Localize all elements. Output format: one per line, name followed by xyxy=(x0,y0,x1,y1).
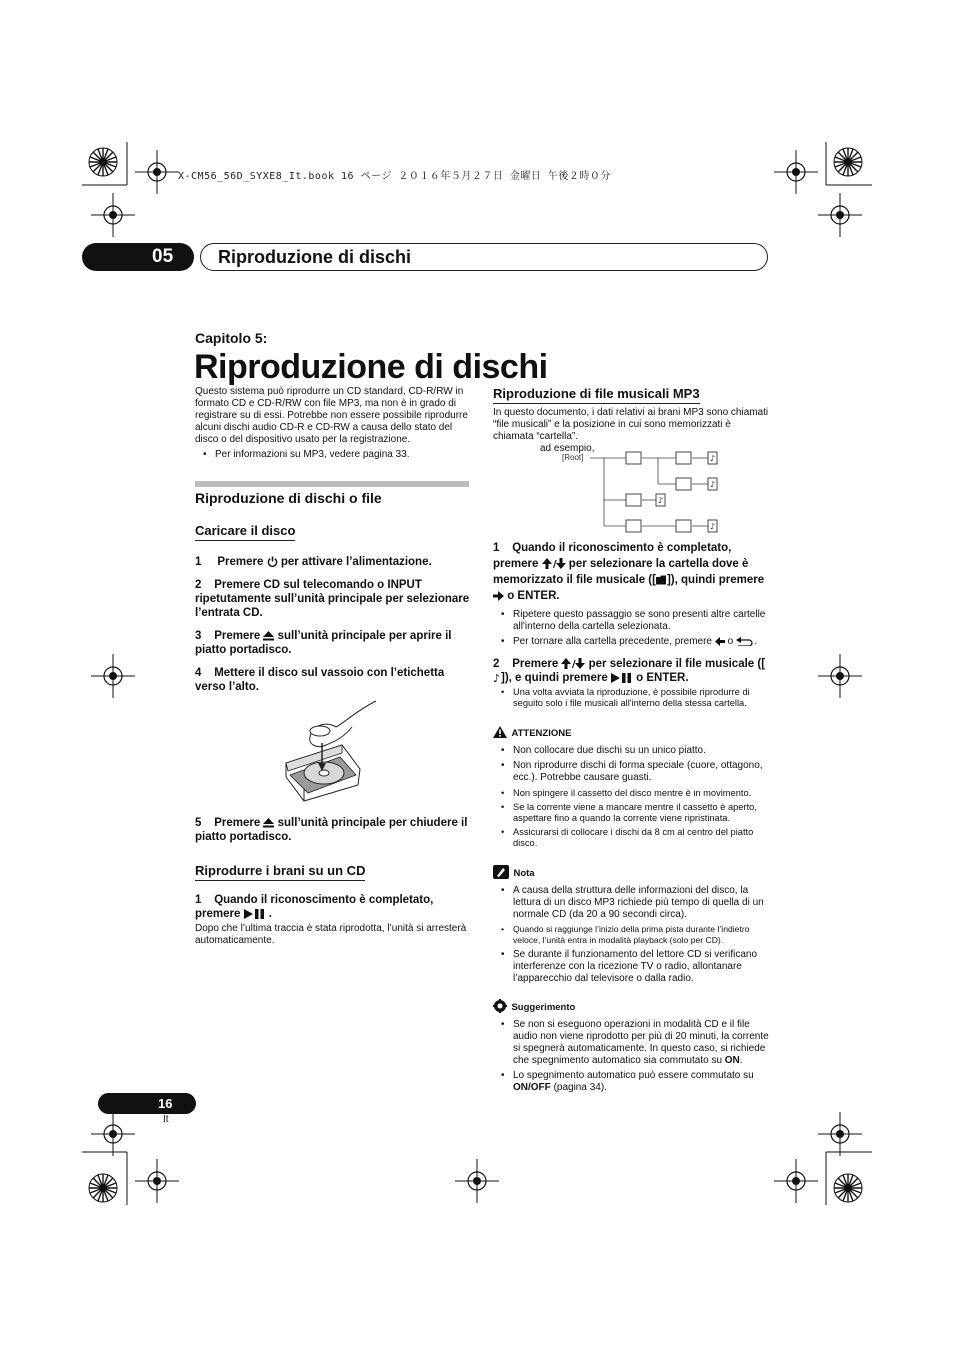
intro-text: Questo sistema può riprodurre un CD standard, CD-R/RW in formato CD e CD-R/RW con file MP3, ma non è in grado di registrare su di essi. Potrebbe non essere possibile riprodurre alcuni dischi audio CD-R e CD-RW a causa dello stato del disco o del dispositivo usato per la registrazione. xyxy=(195,386,468,445)
warning-icon xyxy=(493,726,507,738)
up-down-arrow-icon xyxy=(561,658,585,669)
page-number-tab xyxy=(98,1093,196,1114)
step-5 xyxy=(195,816,471,844)
mp3-steps xyxy=(493,540,769,1097)
nota-list xyxy=(493,885,769,985)
list-item xyxy=(493,1070,769,1094)
left-arrow-icon xyxy=(715,637,725,646)
step-text: sull’unità principale per chiudere il piatto portadisco. xyxy=(195,817,468,843)
right-arrow-icon xyxy=(493,591,504,601)
tip-list xyxy=(493,1019,769,1094)
step-number: 1 xyxy=(195,894,202,906)
list-item: • A causa della struttura delle informazioni del disco, la lettura di un disco MP3 richiede più tempo di quella di un normale CD (da 20 a 90 secondi circa). xyxy=(493,885,769,921)
step-text: per attivare l’alimentazione. xyxy=(280,556,432,568)
step-text: per selezionare la cartella dove è memorizzato il file musicale ([ xyxy=(493,558,749,586)
step-text: Premere xyxy=(214,630,261,642)
svg-text:♪: ♪ xyxy=(658,496,664,505)
list-item xyxy=(493,1019,769,1067)
header-title: Riproduzione di dischi xyxy=(218,247,411,267)
tip-gear-icon xyxy=(493,999,507,1013)
list-item: • Una volta avviata la riproduzione, è possibile riprodurre di seguito solo i file musicali all'interno della stessa cartella. xyxy=(493,687,769,709)
disc-loading-illustration xyxy=(282,697,382,803)
step-text: Premere CD sul telecomando o INPUT ripetutamente sull’unità principale per selezionare l’entrata CD. xyxy=(195,579,470,619)
step-number: 5 xyxy=(195,817,202,829)
eject-icon xyxy=(263,818,274,828)
caution-heading xyxy=(493,723,769,741)
step-number: 1 xyxy=(493,542,500,554)
section-divider xyxy=(195,481,469,487)
mp3-heading: Riproduzione di file musicali MP3 xyxy=(493,386,700,404)
step-text: Premere xyxy=(512,658,559,670)
return-icon xyxy=(736,636,754,646)
step-text: o ENTER. xyxy=(636,672,689,684)
note-icon xyxy=(493,865,509,879)
subsection-heading-load: Caricare il disco xyxy=(195,523,295,541)
mp3-step1-bullets xyxy=(493,609,769,648)
list-item-text: (pagina 34). xyxy=(553,1082,607,1093)
list-item-text: o xyxy=(727,636,734,647)
list-item-text: . xyxy=(739,1055,743,1066)
step-text: Premere xyxy=(217,556,264,568)
step-text: Quando il riconoscimento è completato, premere xyxy=(195,894,434,920)
section-load xyxy=(195,490,471,694)
list-item-text: ON xyxy=(513,1082,528,1093)
list-item: • Se la corrente viene a mancare mentre il cassetto è aperto, aspettare fino a quando la corrente viene ripristinata. xyxy=(493,802,769,824)
svg-text:♪: ♪ xyxy=(493,672,501,684)
step-text: ]), quindi premere xyxy=(666,574,765,586)
list-item: • Ripetere questo passaggio se sono presenti altre cartelle all'interno della cartella selezionata. xyxy=(493,609,769,633)
play-pause-icon xyxy=(244,909,266,919)
step-text: Premere xyxy=(214,817,261,829)
chapter-label: Capitolo 5: xyxy=(195,330,268,346)
mp3-intro: In questo documento, i dati relativi ai brani MP3 sono chiamati “file musicali” e la posizione in cui sono memorizzati è chiamata “cartella”. xyxy=(493,407,769,442)
mp3-step2-bullets xyxy=(493,687,769,709)
page-title: Riproduzione di dischi xyxy=(194,348,548,386)
step-text: . xyxy=(268,908,272,920)
list-item: • Non riprodurre dischi di forma speciale (cuore, ottagono, ecc.). Potrebbe causare guasti. xyxy=(493,760,769,784)
step-3 xyxy=(195,629,471,657)
power-icon xyxy=(267,556,278,567)
list-item: • Per informazioni su MP3, vedere pagina 33. xyxy=(195,449,471,461)
play-step-1 xyxy=(195,893,471,921)
list-item: • Assicurarsi di collocare i dischi da 8 cm al centro del piatto disco. xyxy=(493,827,769,849)
svg-text:♪: ♪ xyxy=(710,480,716,489)
mp3-example-label: ad esempio, xyxy=(540,443,595,454)
list-item-text: . xyxy=(753,636,757,647)
root-label: [Root] xyxy=(562,453,584,462)
intro-bullets xyxy=(195,449,471,461)
mp3-step-2 xyxy=(493,657,769,685)
svg-text:/: / xyxy=(552,559,557,570)
step-number: 4 xyxy=(195,667,202,679)
step-text: ]), e quindi premere xyxy=(501,672,608,684)
section-load-close xyxy=(195,816,471,947)
list-item: • Non collocare due dischi su un unico piatto. xyxy=(493,745,769,757)
step-2 xyxy=(195,578,471,620)
list-item-text: Se non si eseguono operazioni in modalità CD e il file audio non viene riprodotto per più di 20 minuti, la corrente si spegnerà automaticamente. In questo caso, si richiede che spegnimento automatico sia commutato su xyxy=(513,1019,769,1066)
left-column xyxy=(195,386,471,464)
step-1 xyxy=(195,555,471,569)
step-text: Mettere il disco sul vassoio con l’etichetta verso l’alto. xyxy=(195,667,445,693)
nota-title: Nota xyxy=(513,868,535,879)
folder-tree-diagram xyxy=(586,446,726,536)
list-item-text: Per tornare alla cartella precedente, premere xyxy=(513,636,712,647)
mp3-section xyxy=(493,385,769,455)
eject-icon xyxy=(263,631,274,641)
svg-text:♪: ♪ xyxy=(710,454,716,463)
subsection-heading-play: Riprodurre i brani su un CD xyxy=(195,863,365,881)
list-item: • Quando si raggiunge l’inizio della prima pista durante l’indietro veloce, l’unità entra in modalità playback (solo per CD). xyxy=(493,924,769,946)
step-text: sull’unità principale per aprire il piatto portadisco. xyxy=(195,630,452,656)
step-4 xyxy=(195,666,471,694)
list-item: • Non spingere il cassetto del disco mentre è in movimento. xyxy=(493,787,769,799)
section-heading: Riproduzione di dischi o file xyxy=(195,490,382,506)
svg-text:♪: ♪ xyxy=(710,522,716,531)
page-language: It xyxy=(163,1114,169,1125)
tip-title: Suggerimento xyxy=(511,1002,576,1013)
step-number: 1 xyxy=(195,556,202,568)
caution-list xyxy=(493,745,769,849)
list-item-text: / xyxy=(528,1082,531,1093)
folder-icon xyxy=(656,575,667,585)
chapter-number: 05 xyxy=(152,246,174,267)
list-item-text: ON xyxy=(724,1055,740,1066)
caution-title: ATTENZIONE xyxy=(511,728,572,739)
music-file-icon xyxy=(493,672,501,683)
svg-text:/: / xyxy=(572,659,577,670)
play-pause-icon xyxy=(611,673,633,683)
step-number: 2 xyxy=(493,658,500,670)
nota-heading xyxy=(493,863,769,881)
print-info-line: X-CM56_56D_SYXE8_It.book 16 ページ ２０１６年５月２７日 金曜日 午後２時０分 xyxy=(178,171,611,182)
play-step-text: Dopo che l’ultima traccia è stata riprodotta, l’unità si arresterà automaticamente. xyxy=(195,923,467,946)
list-item-text: OFF xyxy=(530,1082,551,1093)
list-item: • Se durante il funzionamento del lettore CD si verificano interferenze con la ricezione TV o radio, allontanare l’apparecchio dal televisore o dalla radio. xyxy=(493,949,769,985)
tip-heading xyxy=(493,997,769,1015)
step-text: per selezionare il file musicale ([ xyxy=(588,658,766,670)
mp3-step-1 xyxy=(493,540,769,604)
page-number: 16 xyxy=(158,1096,173,1111)
up-down-arrow-icon xyxy=(542,558,566,569)
list-item-text: Lo spegnimento automatico può essere commutato su xyxy=(513,1070,754,1081)
list-item xyxy=(493,636,769,648)
step-number: 3 xyxy=(195,630,202,642)
step-text: Quando il riconoscimento è completato, premere xyxy=(493,542,732,570)
step-text: o ENTER. xyxy=(507,590,560,602)
step-number: 2 xyxy=(195,579,202,591)
